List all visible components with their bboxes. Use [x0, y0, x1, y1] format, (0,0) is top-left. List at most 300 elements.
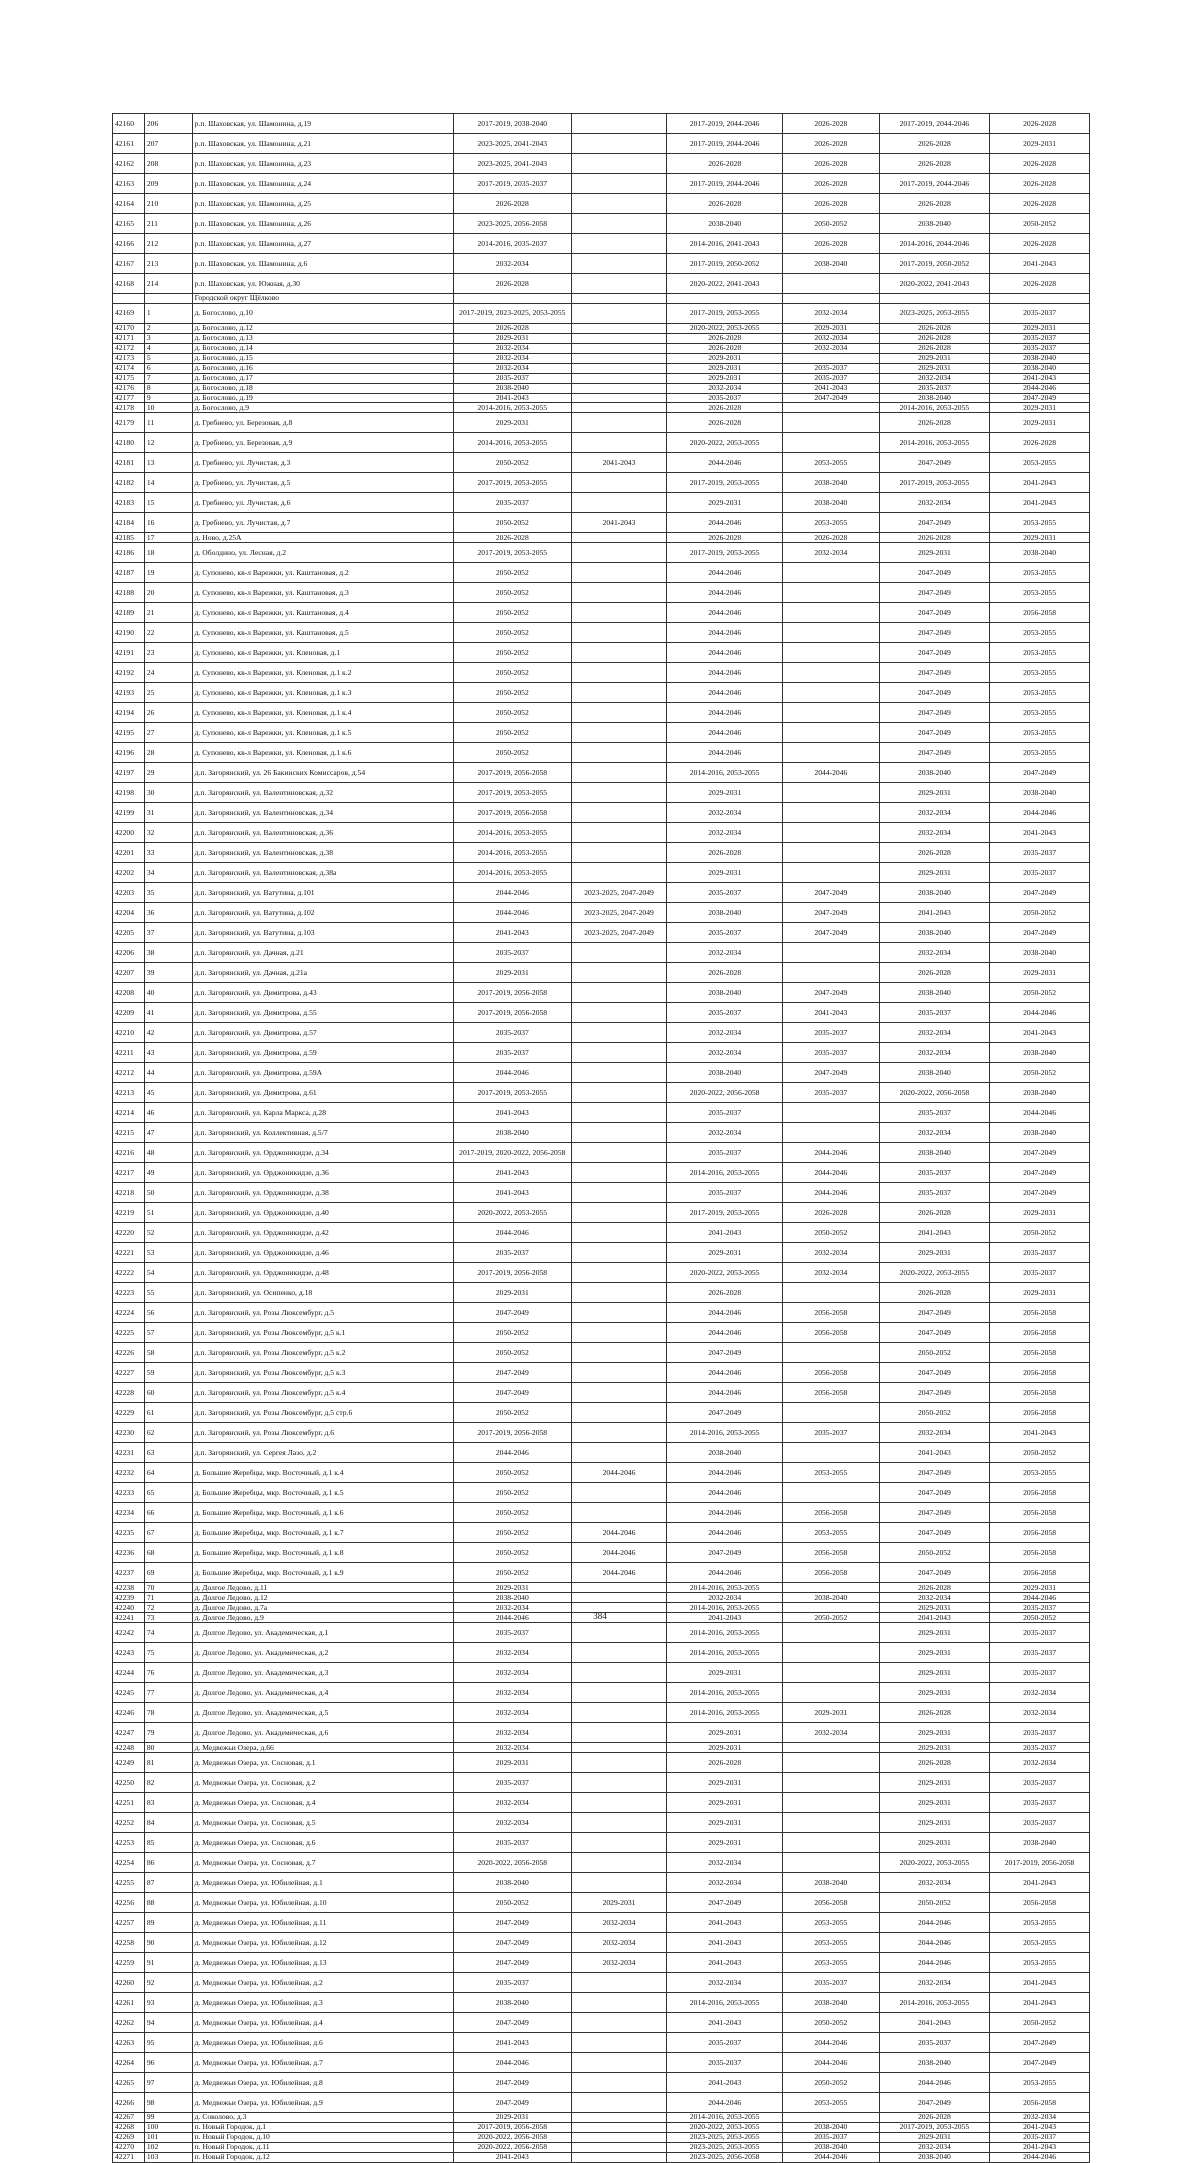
period-col5-cell: [571, 983, 667, 1003]
period-col9-cell: 2053-2055: [990, 663, 1090, 683]
row-number-cell: 30: [144, 783, 192, 803]
period-col5-cell: [571, 134, 667, 154]
row-number-cell: 42: [144, 1023, 192, 1043]
row-number-cell: 75: [144, 1643, 192, 1663]
address-cell: д. Богослово, д.16: [192, 363, 453, 373]
period-col7-cell: 2035-2037: [783, 1973, 880, 1993]
row-number-cell: 208: [144, 154, 192, 174]
period-col8-cell: 2026-2028: [879, 154, 989, 174]
address-cell: д.п. Загорянский, ул. Димитрова, д.43: [192, 983, 453, 1003]
period-col8-cell: 2050-2052: [879, 1343, 989, 1363]
period-col8-cell: 2026-2028: [879, 413, 989, 433]
period-col8-cell: 2044-2046: [879, 1953, 989, 1973]
address-cell: д. Большие Жеребцы, мкр. Восточный, д.1 к.9: [192, 1563, 453, 1583]
period-col6-cell: 2029-2031: [667, 353, 783, 363]
period-col6-cell: 2044-2046: [667, 583, 783, 603]
record-id-cell: 42241: [113, 1613, 145, 1623]
record-id-cell: 42251: [113, 1793, 145, 1813]
period-col6-cell: 2014-2016, 2041-2043: [667, 234, 783, 254]
period-col4-cell: 2050-2052: [453, 1403, 571, 1423]
period-col8-cell: 2032-2034: [879, 1023, 989, 1043]
row-number-cell: 51: [144, 1203, 192, 1223]
period-col7-cell: [783, 1483, 880, 1503]
period-col4-cell: 2035-2037: [453, 1833, 571, 1853]
row-number-cell: 28: [144, 743, 192, 763]
row-number-cell: 214: [144, 274, 192, 294]
record-id-cell: 42175: [113, 373, 145, 383]
period-col5-cell: 2032-2034: [571, 1953, 667, 1973]
period-col9-cell: 2053-2055: [990, 1953, 1090, 1973]
period-col4-cell: 2017-2019, 2023-2025, 2053-2055: [453, 303, 571, 323]
period-col6-cell: 2020-2022, 2056-2058: [667, 1083, 783, 1103]
period-col5-cell: [571, 1593, 667, 1603]
period-col4-cell: 2035-2037: [453, 1623, 571, 1643]
period-col4-cell: 2017-2019, 2053-2055: [453, 543, 571, 563]
table-row: [113, 883, 1090, 903]
period-col4-cell: 2044-2046: [453, 1613, 571, 1623]
period-col9-cell: 2026-2028: [990, 154, 1090, 174]
row-number-cell: 213: [144, 254, 192, 274]
period-col5-cell: 2023-2025, 2047-2049: [571, 903, 667, 923]
period-col5-cell: [571, 403, 667, 413]
period-col9-cell: 2056-2058: [990, 1543, 1090, 1563]
period-col6-cell: 2020-2022, 2053-2055: [667, 323, 783, 333]
period-col7-cell: [783, 274, 880, 294]
period-col5-cell: 2044-2046: [571, 1543, 667, 1563]
table-row: [113, 294, 1090, 304]
row-number-cell: 88: [144, 1893, 192, 1913]
table-row: [113, 1643, 1090, 1663]
period-col5-cell: [571, 803, 667, 823]
period-col5-cell: [571, 2073, 667, 2093]
period-col4-cell: 2047-2049: [453, 2013, 571, 2033]
period-col5-cell: [571, 383, 667, 393]
period-col7-cell: 2035-2037: [783, 1423, 880, 1443]
period-col8-cell: 2026-2028: [879, 1583, 989, 1593]
period-col9-cell: 2029-2031: [990, 963, 1090, 983]
row-number-cell: 35: [144, 883, 192, 903]
record-id-cell: 42189: [113, 603, 145, 623]
period-col9-cell: 2047-2049: [990, 1183, 1090, 1203]
row-number-cell: 95: [144, 2033, 192, 2053]
address-cell: п. Новый Городок, д.1: [192, 2122, 453, 2132]
period-col9-cell: 2038-2040: [990, 353, 1090, 363]
period-col9-cell: 2026-2028: [990, 194, 1090, 214]
period-col8-cell: 2038-2040: [879, 1143, 989, 1163]
record-id-cell: 42258: [113, 1933, 145, 1953]
table-row: [113, 903, 1090, 923]
period-col5-cell: [571, 863, 667, 883]
period-col5-cell: [571, 2093, 667, 2113]
period-col4-cell: 2047-2049: [453, 1913, 571, 1933]
period-col4-cell: 2026-2028: [453, 323, 571, 333]
address-cell: д. Богослово, д.14: [192, 343, 453, 353]
period-col5-cell: [571, 1403, 667, 1423]
period-col7-cell: 2035-2037: [783, 1043, 880, 1063]
period-col4-cell: 2050-2052: [453, 1483, 571, 1503]
period-col9-cell: 2047-2049: [990, 883, 1090, 903]
record-id-cell: 42188: [113, 583, 145, 603]
period-col7-cell: 2029-2031: [783, 323, 880, 333]
period-col8-cell: 2017-2019, 2044-2046: [879, 114, 989, 134]
period-col8-cell: 2026-2028: [879, 343, 989, 353]
address-cell: д.п. Загорянский, ул. Розы Люксембург, д.5 к.1: [192, 1323, 453, 1343]
address-cell: д. Гребнево, ул. Лучистая, д.7: [192, 513, 453, 533]
row-number-cell: 6: [144, 363, 192, 373]
period-col9-cell: 2044-2046: [990, 1003, 1090, 1023]
period-col8-cell: 2041-2043: [879, 1223, 989, 1243]
record-id-cell: 42230: [113, 1423, 145, 1443]
period-col9-cell: 2041-2043: [990, 1973, 1090, 1993]
period-col5-cell: 2029-2031: [571, 1893, 667, 1913]
period-col4-cell: 2047-2049: [453, 2073, 571, 2093]
address-cell: д.п. Загорянский, ул. Димитрова, д.59: [192, 1043, 453, 1063]
period-col9-cell: 2038-2040: [990, 783, 1090, 803]
address-cell: п. Новый Городок, д.10: [192, 2132, 453, 2142]
period-col6-cell: 2014-2016, 2053-2055: [667, 1993, 783, 2013]
period-col8-cell: 2035-2037: [879, 2033, 989, 2053]
period-col8-cell: [879, 294, 989, 304]
period-col5-cell: [571, 1243, 667, 1263]
row-number-cell: 38: [144, 943, 192, 963]
address-cell: д. Большие Жеребцы, мкр. Восточный, д.1 к.7: [192, 1523, 453, 1543]
period-col6-cell: 2023-2025, 2053-2055: [667, 2132, 783, 2142]
period-col6-cell: 2041-2043: [667, 1613, 783, 1623]
address-cell: д.п. Загорянский, ул. Ватутина, д.102: [192, 903, 453, 923]
period-col8-cell: 2032-2034: [879, 1423, 989, 1443]
row-number-cell: 70: [144, 1583, 192, 1593]
period-col4-cell: 2017-2019, 2056-2058: [453, 2122, 571, 2132]
period-col8-cell: 2032-2034: [879, 493, 989, 513]
record-id-cell: 42169: [113, 303, 145, 323]
period-col6-cell: 2017-2019, 2053-2055: [667, 1203, 783, 1223]
record-id-cell: 42190: [113, 623, 145, 643]
period-col4-cell: 2014-2016, 2053-2055: [453, 433, 571, 453]
period-col7-cell: 2035-2037: [783, 363, 880, 373]
period-col6-cell: 2014-2016, 2053-2055: [667, 1623, 783, 1643]
period-col6-cell: 2023-2025, 2056-2058: [667, 2152, 783, 2162]
row-number-cell: 29: [144, 763, 192, 783]
period-col7-cell: 2044-2046: [783, 763, 880, 783]
period-col6-cell: 2029-2031: [667, 1723, 783, 1743]
period-col8-cell: 2029-2031: [879, 363, 989, 373]
address-cell: р.п. Шаховская, ул. Шамонина, д.23: [192, 154, 453, 174]
period-col6-cell: 2044-2046: [667, 703, 783, 723]
row-number-cell: 7: [144, 373, 192, 383]
period-col9-cell: 2035-2037: [990, 1263, 1090, 1283]
period-col5-cell: [571, 543, 667, 563]
record-id-cell: 42238: [113, 1583, 145, 1593]
row-number-cell: 19: [144, 563, 192, 583]
period-col7-cell: 2026-2028: [783, 154, 880, 174]
record-id-cell: 42203: [113, 883, 145, 903]
period-col5-cell: [571, 1003, 667, 1023]
period-col9-cell: 2029-2031: [990, 323, 1090, 333]
row-number-cell: 56: [144, 1303, 192, 1323]
period-col4-cell: 2044-2046: [453, 1223, 571, 1243]
period-col7-cell: 2047-2049: [783, 923, 880, 943]
row-number-cell: 54: [144, 1263, 192, 1283]
address-cell: д. Долгое Ледово, ул. Академическая, д.5: [192, 1703, 453, 1723]
period-col7-cell: 2056-2058: [783, 1383, 880, 1403]
period-col7-cell: 2044-2046: [783, 2053, 880, 2073]
period-col6-cell: 2044-2046: [667, 1463, 783, 1483]
period-col6-cell: 2035-2037: [667, 393, 783, 403]
period-col8-cell: 2047-2049: [879, 563, 989, 583]
record-id-cell: 42216: [113, 1143, 145, 1163]
period-col5-cell: [571, 274, 667, 294]
period-col4-cell: 2035-2037: [453, 943, 571, 963]
period-col7-cell: 2056-2058: [783, 1323, 880, 1343]
record-id-cell: 42167: [113, 254, 145, 274]
period-col5-cell: [571, 1343, 667, 1363]
period-col6-cell: [667, 294, 783, 304]
period-col4-cell: 2044-2046: [453, 1443, 571, 1463]
period-col8-cell: 2023-2025, 2053-2055: [879, 303, 989, 323]
period-col9-cell: 2056-2058: [990, 603, 1090, 623]
row-number-cell: [144, 294, 192, 304]
address-cell: д. Долгое Ледово, д.9: [192, 1613, 453, 1623]
period-col7-cell: [783, 823, 880, 843]
period-col6-cell: 2014-2016, 2053-2055: [667, 1163, 783, 1183]
period-col9-cell: 2026-2028: [990, 174, 1090, 194]
row-number-cell: 8: [144, 383, 192, 393]
row-number-cell: 103: [144, 2152, 192, 2162]
table-row: [113, 373, 1090, 383]
period-col7-cell: 2056-2058: [783, 1303, 880, 1323]
record-id-cell: 42187: [113, 563, 145, 583]
period-col6-cell: 2029-2031: [667, 1663, 783, 1683]
period-col6-cell: 2038-2040: [667, 983, 783, 1003]
period-col4-cell: 2050-2052: [453, 1463, 571, 1483]
table-row: [113, 1103, 1090, 1123]
period-col8-cell: 2029-2031: [879, 1723, 989, 1743]
row-number-cell: 84: [144, 1813, 192, 1833]
period-col8-cell: 2014-2016, 2053-2055: [879, 1993, 989, 2013]
period-col4-cell: 2032-2034: [453, 363, 571, 373]
period-col5-cell: 2023-2025, 2047-2049: [571, 923, 667, 943]
period-col6-cell: 2035-2037: [667, 1183, 783, 1203]
address-cell: д.п. Загорянский, ул. Осипенко, д.18: [192, 1283, 453, 1303]
period-col7-cell: 2056-2058: [783, 1893, 880, 1913]
period-col9-cell: 2047-2049: [990, 763, 1090, 783]
table-row: [113, 1143, 1090, 1163]
period-col5-cell: 2044-2046: [571, 1563, 667, 1583]
period-col5-cell: [571, 1873, 667, 1893]
period-col7-cell: 2044-2046: [783, 1163, 880, 1183]
row-number-cell: 50: [144, 1183, 192, 1203]
period-col4-cell: 2038-2040: [453, 1593, 571, 1603]
period-col5-cell: [571, 114, 667, 134]
table-row: [113, 703, 1090, 723]
address-cell: р.п. Шаховская, ул. Шамонина, д.21: [192, 134, 453, 154]
period-col9-cell: 2050-2052: [990, 214, 1090, 234]
table-row: [113, 174, 1090, 194]
period-col8-cell: 2026-2028: [879, 533, 989, 543]
table-body: [113, 114, 1090, 2163]
period-col8-cell: 2038-2040: [879, 983, 989, 1003]
period-col4-cell: 2020-2022, 2056-2058: [453, 2132, 571, 2142]
table-row: [113, 1743, 1090, 1753]
address-cell: д. Большие Жеребцы, мкр. Восточный, д.1 к.4: [192, 1463, 453, 1483]
row-number-cell: 71: [144, 1593, 192, 1603]
period-col8-cell: 2047-2049: [879, 743, 989, 763]
period-col7-cell: 2026-2028: [783, 194, 880, 214]
row-number-cell: 25: [144, 683, 192, 703]
period-col9-cell: 2044-2046: [990, 2152, 1090, 2162]
period-col4-cell: 2044-2046: [453, 1063, 571, 1083]
record-id-cell: 42269: [113, 2132, 145, 2142]
period-col8-cell: 2035-2037: [879, 383, 989, 393]
address-cell: д. Медвежьи Озера, д.66: [192, 1743, 453, 1753]
address-cell: д.п. Загорянский, ул. Розы Люксембург, д.5 к.3: [192, 1363, 453, 1383]
address-cell: д.п. Загорянский, ул. Орджоникидзе, д.40: [192, 1203, 453, 1223]
period-col6-cell: 2047-2049: [667, 1343, 783, 1363]
period-col7-cell: [783, 1443, 880, 1463]
period-col6-cell: 2029-2031: [667, 363, 783, 373]
period-col8-cell: 2029-2031: [879, 1743, 989, 1753]
period-col5-cell: [571, 583, 667, 603]
table-row: [113, 1933, 1090, 1953]
period-col9-cell: 2050-2052: [990, 1223, 1090, 1243]
period-col4-cell: 2029-2031: [453, 413, 571, 433]
period-col4-cell: 2038-2040: [453, 1873, 571, 1893]
period-col6-cell: 2032-2034: [667, 803, 783, 823]
table-row: [113, 1403, 1090, 1423]
period-col6-cell: 2044-2046: [667, 603, 783, 623]
period-col8-cell: 2041-2043: [879, 2013, 989, 2033]
period-col7-cell: [783, 1343, 880, 1363]
period-col6-cell: 2044-2046: [667, 1363, 783, 1383]
record-id-cell: 42240: [113, 1603, 145, 1613]
row-number-cell: 21: [144, 603, 192, 623]
period-col7-cell: 2032-2034: [783, 343, 880, 353]
record-id-cell: 42163: [113, 174, 145, 194]
row-number-cell: 94: [144, 2013, 192, 2033]
period-col6-cell: 2026-2028: [667, 194, 783, 214]
period-col6-cell: 2014-2016, 2053-2055: [667, 1643, 783, 1663]
record-id-cell: 42228: [113, 1383, 145, 1403]
period-col8-cell: 2047-2049: [879, 703, 989, 723]
period-col7-cell: 2032-2034: [783, 1243, 880, 1263]
row-number-cell: 210: [144, 194, 192, 214]
period-col6-cell: 2020-2022, 2041-2043: [667, 274, 783, 294]
period-col6-cell: 2032-2034: [667, 1593, 783, 1603]
period-col7-cell: 2053-2055: [783, 1933, 880, 1953]
row-number-cell: 79: [144, 1723, 192, 1743]
record-id-cell: 42219: [113, 1203, 145, 1223]
period-col5-cell: [571, 373, 667, 383]
period-col7-cell: 2053-2055: [783, 1953, 880, 1973]
period-col7-cell: [783, 723, 880, 743]
period-col9-cell: 2041-2043: [990, 1993, 1090, 2013]
period-col4-cell: 2017-2019, 2056-2058: [453, 803, 571, 823]
period-col4-cell: 2050-2052: [453, 453, 571, 473]
period-col6-cell: 2044-2046: [667, 683, 783, 703]
period-col8-cell: 2047-2049: [879, 643, 989, 663]
table-row: [113, 683, 1090, 703]
table-row: [113, 763, 1090, 783]
period-col9-cell: 2056-2058: [990, 2093, 1090, 2113]
period-col9-cell: 2050-2052: [990, 1443, 1090, 1463]
record-id-cell: 42178: [113, 403, 145, 413]
period-col9-cell: 2041-2043: [990, 2142, 1090, 2152]
row-number-cell: 76: [144, 1663, 192, 1683]
period-col7-cell: 2038-2040: [783, 493, 880, 513]
address-cell: д. Супонево, кв-л Варежки, ул. Кленовая, д.1 к.2: [192, 663, 453, 683]
record-id-cell: 42271: [113, 2152, 145, 2162]
table-row: [113, 1343, 1090, 1363]
period-col9-cell: 2053-2055: [990, 583, 1090, 603]
period-col7-cell: [783, 783, 880, 803]
period-col4-cell: 2017-2019, 2056-2058: [453, 763, 571, 783]
period-col8-cell: 2047-2049: [879, 1563, 989, 1583]
table-row: [113, 353, 1090, 363]
period-col9-cell: 2044-2046: [990, 1593, 1090, 1603]
record-id-cell: 42249: [113, 1753, 145, 1773]
row-number-cell: 14: [144, 473, 192, 493]
period-col9-cell: 2056-2058: [990, 1523, 1090, 1543]
period-col5-cell: [571, 1163, 667, 1183]
period-col6-cell: 2029-2031: [667, 1793, 783, 1813]
period-col5-cell: [571, 1503, 667, 1523]
address-cell: р.п. Шаховская, ул. Шамонина, д.27: [192, 234, 453, 254]
period-col4-cell: 2029-2031: [453, 963, 571, 983]
row-number-cell: 3: [144, 333, 192, 343]
period-col4-cell: 2050-2052: [453, 1343, 571, 1363]
address-cell: д. Медвежьи Озера, ул. Юбилейная, д.4: [192, 2013, 453, 2033]
period-col6-cell: 2032-2034: [667, 1873, 783, 1893]
table-row: [113, 1083, 1090, 1103]
table-row: [113, 254, 1090, 274]
table-row: [113, 1203, 1090, 1223]
period-col4-cell: 2032-2034: [453, 1793, 571, 1813]
address-cell: д. Супонево, кв-л Варежки, ул. Кленовая, д.1 к.6: [192, 743, 453, 763]
period-col4-cell: 2014-2016, 2053-2055: [453, 863, 571, 883]
period-col7-cell: 2032-2034: [783, 543, 880, 563]
address-cell: д. Медвежьи Озера, ул. Сосновая, д.4: [192, 1793, 453, 1813]
period-col7-cell: [783, 623, 880, 643]
record-id-cell: 42225: [113, 1323, 145, 1343]
record-id-cell: 42161: [113, 134, 145, 154]
address-cell: д. Медвежьи Озера, ул. Сосновая, д.5: [192, 1813, 453, 1833]
table-row: [113, 923, 1090, 943]
row-number-cell: 74: [144, 1623, 192, 1643]
address-cell: д. Медвежьи Озера, ул. Юбилейная, д.13: [192, 1953, 453, 1973]
period-col9-cell: 2053-2055: [990, 1933, 1090, 1953]
period-col4-cell: 2050-2052: [453, 723, 571, 743]
period-col7-cell: [783, 843, 880, 863]
period-col8-cell: 2020-2022, 2056-2058: [879, 1083, 989, 1103]
address-cell: д. Супонево, кв-л Варежки, ул. Каштановая, д.2: [192, 563, 453, 583]
period-col9-cell: 2029-2031: [990, 134, 1090, 154]
period-col8-cell: 2032-2034: [879, 373, 989, 383]
period-col6-cell: 2026-2028: [667, 1283, 783, 1303]
period-col8-cell: 2029-2031: [879, 1773, 989, 1793]
record-id-cell: 42255: [113, 1873, 145, 1893]
row-number-cell: 13: [144, 453, 192, 473]
period-col6-cell: 2047-2049: [667, 1403, 783, 1423]
table-row: [113, 1913, 1090, 1933]
period-col9-cell: 2050-2052: [990, 903, 1090, 923]
table-row: [113, 1263, 1090, 1283]
period-col4-cell: 2032-2034: [453, 1813, 571, 1833]
period-col5-cell: [571, 1443, 667, 1463]
address-cell: д. Богослово, д.9: [192, 403, 453, 413]
period-col9-cell: 2038-2040: [990, 543, 1090, 563]
period-col6-cell: 2044-2046: [667, 663, 783, 683]
row-number-cell: 16: [144, 513, 192, 533]
